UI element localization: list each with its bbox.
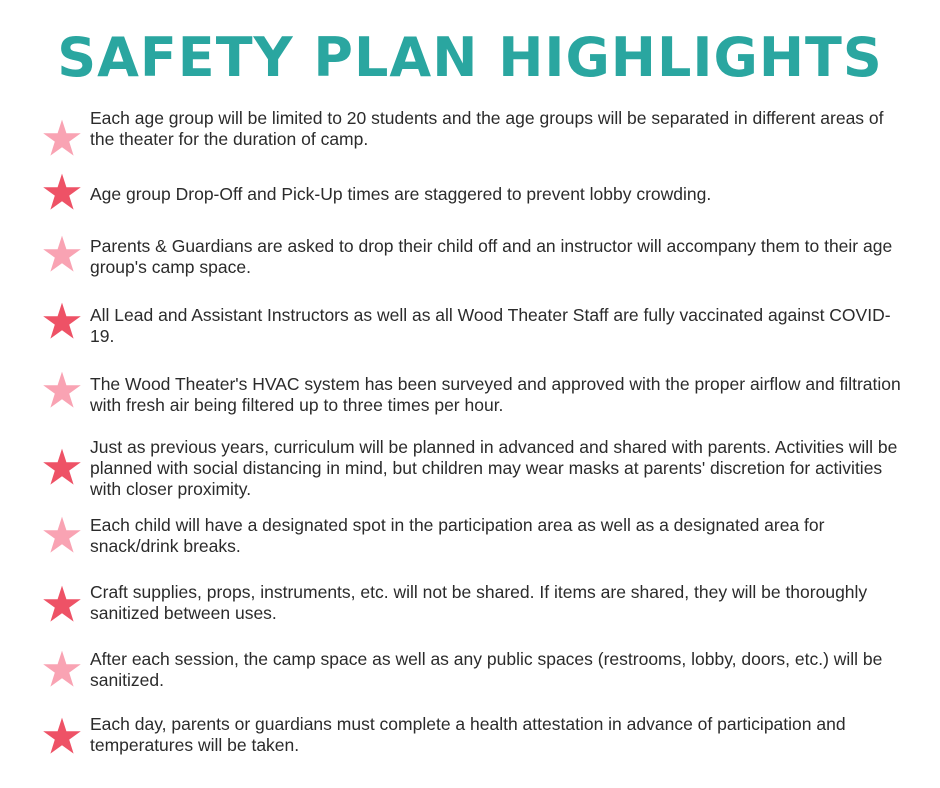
list-item-text: Age group Drop-Off and Pick-Up times are staggered to prevent lobby crowding. [90,184,712,204]
list-item-text: Each age group will be limited to 20 students and the age groups will be separated in different areas of the theater for the duration of camp. [90,108,884,149]
list-item-text: Just as previous years, curriculum will be planned in advanced and shared with parents. Activities will be planned with social distancing in mind, but children may wear masks at parents' discretion for activities with closer proximity. [90,437,898,499]
list-item-text: Parents & Guardians are asked to drop their child off and an instructor will accompany them to their age group's camp space. [90,236,893,277]
list-item-text: Craft supplies, props, instruments, etc. will not be shared. If items are shared, they will be thoroughly sanitized between uses. [90,582,868,623]
list-item-text: Each day, parents or guardians must complete a health attestation in advance of participation and temperatures will be taken. [90,714,846,755]
star-light-icon [42,515,82,555]
list-item-text: After each session, the camp space as well as any public spaces (restrooms, lobby, doors, etc.) will be sanitized. [90,649,883,690]
star-dark-icon [42,584,82,624]
list-item-text: All Lead and Assistant Instructors as well as all Wood Theater Staff are fully vaccinated against COVID-19. [90,305,891,346]
list-item-text: Each child will have a designated spot in the participation area as well as a designated area for snack/drink breaks. [90,515,825,556]
star-light-icon [42,234,82,274]
star-dark-icon [42,716,82,756]
page-title: SAFETY PLAN HIGHLIGHTS [57,26,883,89]
star-light-icon [42,118,82,158]
star-dark-icon [42,172,82,212]
star-light-icon [42,370,82,410]
list-item-text: The Wood Theater's HVAC system has been surveyed and approved with the proper airflow and filtration with fresh air being filtered up to three times per hour. [90,374,901,415]
star-dark-icon [42,447,82,487]
star-light-icon [42,649,82,689]
star-dark-icon [42,301,82,341]
